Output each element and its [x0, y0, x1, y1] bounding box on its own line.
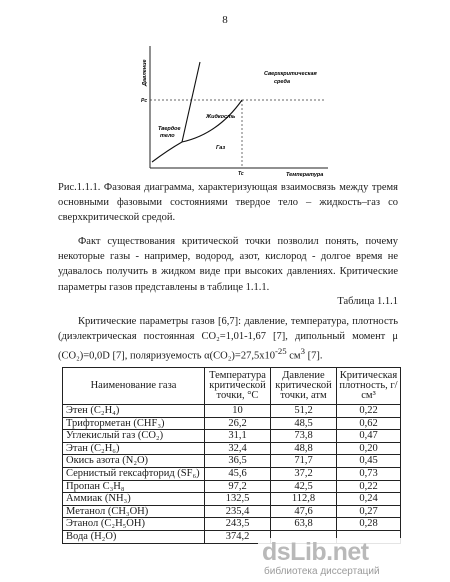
watermark-logo: dsLib.net [262, 538, 369, 566]
gas-name: Метанол (CH₃OH) [63, 505, 205, 518]
critical-temperature: 132,5 [205, 493, 271, 506]
critical-temperature: 374,2 [205, 530, 271, 543]
critical-temperature: 31,1 [205, 430, 271, 443]
critical-pressure: 112,8 [271, 493, 337, 506]
region-solid-line2: тело [160, 133, 175, 139]
critical-temperature: 36,5 [205, 455, 271, 468]
critical-point-guides [150, 100, 326, 168]
critical-density: 0,47 [337, 430, 401, 443]
melting-curve [182, 62, 200, 142]
body-paragraph [58, 234, 398, 295]
critical-density: 0,27 [337, 505, 401, 518]
header-critical-temperature: Температура критической точки, °C [205, 368, 271, 405]
table-row [63, 442, 401, 455]
table-label: Таблица 1.1.1 [337, 296, 398, 307]
critical-temperature: 45,6 [205, 467, 271, 480]
critical-density: 0,22 [337, 405, 401, 418]
watermark [258, 538, 444, 578]
table-row [63, 405, 401, 418]
critical-pressure: 47,6 [271, 505, 337, 518]
params-ref: [7]. [304, 350, 323, 362]
header-critical-pressure: Давление критической точки, атм [271, 368, 337, 405]
params-unit-exponent: 3 [300, 346, 305, 357]
caption-text: Рис.1.1.1. Фазовая диаграмма, характеризующая взаимосвязь между тремя основными фазовыми состояниями твердое тело – жидкость–газ со сверхкритической средой. [58, 182, 398, 224]
critical-pressure: 63,8 [271, 518, 337, 531]
table-row [63, 430, 401, 443]
critical-temperature: 243,5 [205, 518, 271, 531]
header-critical-density: Критическая плотность, г/см³ [337, 368, 401, 405]
paragraph-text: Факт существования критической точки позволил понять, почему некоторые газы - например, водород, азот, кислород - долгое время не удавалось получить в жидком виде при высоких давлениях. Критические параметры газов представлены в таблице 1.1.1. [58, 236, 398, 293]
y-axis-label: Давление [142, 59, 148, 86]
params-line1: Критические параметры газов [6,7]: давление, температура, плотность [78, 316, 398, 327]
gas-name: Углекислый газ (CO₂) [63, 430, 205, 443]
table-row [63, 467, 401, 480]
gas-name: Аммиак (NH₃) [63, 493, 205, 506]
critical-pressure: 48,8 [271, 442, 337, 455]
page-number: 8 [222, 14, 228, 26]
critical-pressure: 37,2 [271, 467, 337, 480]
figure-caption [58, 180, 398, 226]
critical-parameters-table [62, 367, 401, 544]
critical-density: 0,22 [337, 480, 401, 493]
critical-pressure: 71,7 [271, 455, 337, 468]
params-line3: [7], поляризуемость α(CO₂)=27,5x10 [112, 350, 275, 362]
critical-density: 0,45 [337, 455, 401, 468]
x-axis-label: Температура [286, 172, 324, 178]
critical-temperature: 97,2 [205, 480, 271, 493]
critical-density: 0,62 [337, 417, 401, 430]
vaporization-curve [182, 100, 242, 142]
header-gas-name: Наименование газа [63, 368, 205, 405]
gas-name: Вода (H₂O) [63, 530, 205, 543]
critical-temperature: 32,4 [205, 442, 271, 455]
params-exponent: -25 [274, 346, 287, 357]
table-row [63, 493, 401, 506]
region-liquid: Жидкость [206, 114, 236, 120]
region-supercritical-line1: Сверхкритическая [264, 71, 317, 77]
critical-pressure: 42,5 [271, 480, 337, 493]
critical-temperature: 10 [205, 405, 271, 418]
table-row [63, 455, 401, 468]
critical-pressure: 48,5 [271, 417, 337, 430]
gas-name: Пропан C₃H₈ [63, 480, 205, 493]
gas-name: Окись азота (N₂O) [63, 455, 205, 468]
params-line2: (диэлектрическая постоянная CO₂=1,01-1,67 [7], дипольный момент μ (CO₂)=0,0D [58, 331, 398, 362]
gas-name: Трифторметан (CHF₃) [63, 417, 205, 430]
table-row [63, 417, 401, 430]
phase-boundaries [152, 62, 242, 162]
params-text [58, 314, 398, 364]
table-header-row [63, 368, 401, 405]
region-supercritical-line2: среда [274, 79, 291, 85]
gas-name: Этен (C₂H₄) [63, 405, 205, 418]
region-gas: Газ [216, 145, 226, 151]
pc-label: Pc [141, 98, 148, 104]
critical-pressure: 73,8 [271, 430, 337, 443]
phase-diagram [0, 0, 450, 200]
gas-name: Этанол (C₂H₅OH) [63, 518, 205, 531]
region-solid-line1: Твердое [158, 126, 181, 132]
axes [150, 46, 328, 168]
critical-pressure: 51,2 [271, 405, 337, 418]
tc-label: Tc [238, 171, 244, 177]
critical-temperature: 26,2 [205, 417, 271, 430]
sublimation-curve [152, 142, 182, 162]
table-row [63, 505, 401, 518]
critical-density: 0,28 [337, 518, 401, 531]
watermark-text: библиотека диссертаций [264, 566, 380, 577]
critical-density: 0,73 [337, 467, 401, 480]
params-paragraph [58, 314, 398, 364]
table-row [63, 518, 401, 531]
critical-density: 0,20 [337, 442, 401, 455]
params-unit: см [286, 350, 301, 362]
table-row [63, 480, 401, 493]
critical-temperature: 235,4 [205, 505, 271, 518]
gas-name: Сернистый гексафторид (SF₆) [63, 467, 205, 480]
critical-density: 0,24 [337, 493, 401, 506]
gas-name: Этан (C₂H₆) [63, 442, 205, 455]
